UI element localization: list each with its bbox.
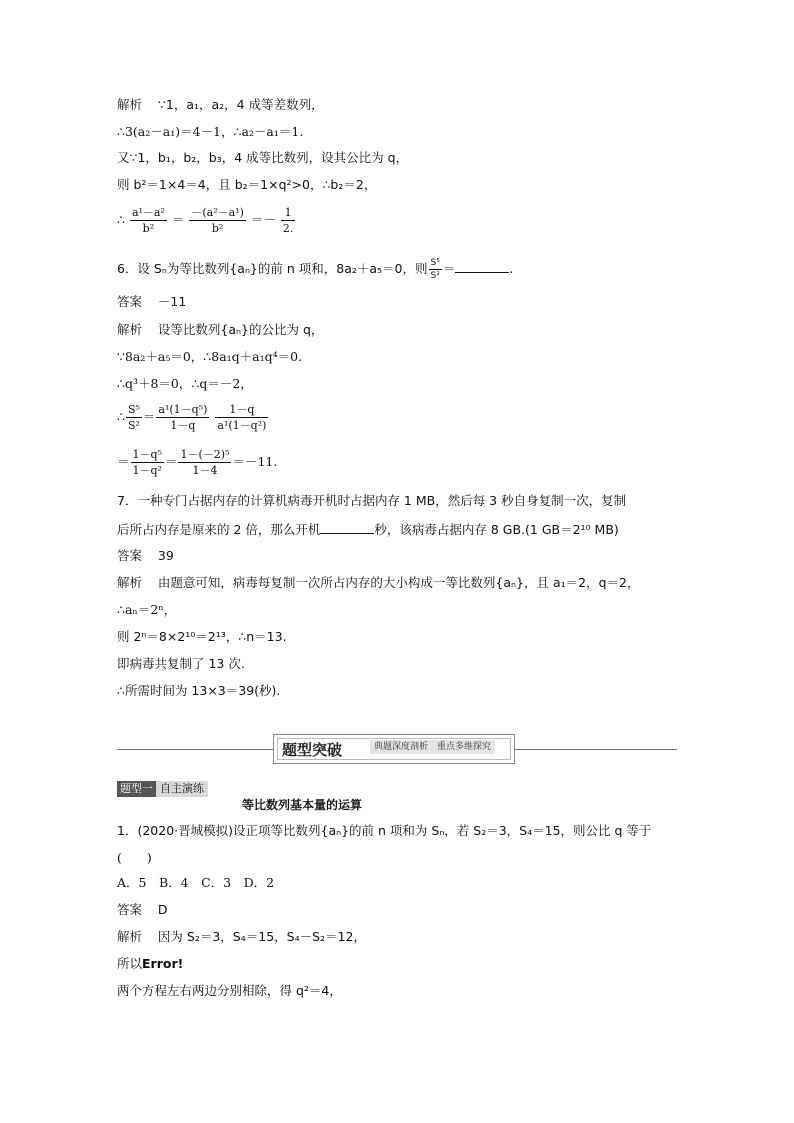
fraction: $\frac{\text{S⁵}}{\text{S²}}$	[127, 403, 140, 432]
q7-stem-line-2: 后所占内存是原来的 2 倍，那么开机 秒，该病毒占据内存 8 GB.(1 GB＝2¹⁰ MB)	[117, 522, 619, 537]
q5-solution-line-4: 则 b²＝1×4＝4，且 b₂＝1×q²>0，∴b₂＝2，	[117, 177, 377, 192]
topic-tag	[117, 781, 208, 797]
fraction: $\frac{\text{－(a²－a¹)}}{\text{b²}}$	[191, 206, 244, 235]
q5-solution-line-3: 又∵1，b₁，b₂，b₃，4 成等比数列，设其公比为 q，	[117, 150, 409, 165]
q6-solution-line-4: ∴ $\frac{\text{S⁵}}{\text{S²}}$ ＝ $\frac{\text{a¹(1－q⁵)}}{1-q}$ $\frac{1-q}{\text{a¹(1－q²)}}$	[117, 403, 267, 432]
q7-answer: 答案 39	[117, 548, 174, 563]
topic-title: 等比数列基本量的运算	[242, 798, 363, 812]
q5-solution-line-1: 解析 ∵1，a₁，a₂，4 成等差数列，	[117, 97, 324, 112]
topic-tag-number: 题型一	[117, 781, 156, 797]
answer-label: 答案	[117, 294, 143, 309]
q6-solution-line-5: ＝ $\frac{\text{1－q⁵}}{\text{1－q²}}$ ＝ $\frac{\text{1－(－2)⁵}}{1-4}$ ＝－11.	[117, 448, 278, 477]
q7-solution-line-1: 解析 由题意可知，病毒每复制一次所占内存的大小构成一等比数列{aₙ}，且 a₁＝2，q＝2，	[117, 575, 640, 590]
q7-solution-line-4: 即病毒共复制了 13 次.	[117, 656, 245, 671]
q5-solution-line-2: ∴3(a₂－a₁)＝4－1，∴a₂－a₁＝1.	[117, 124, 304, 139]
p1-answer: 答案 D	[117, 902, 168, 917]
q5-solution-line-5: ∴ $\frac{\text{a¹－a²}}{\text{b²}}$ ＝ $\frac{\text{－(a²－a¹)}}{\text{b²}}$ ＝－ $\frac{1}{2.}$	[117, 206, 294, 235]
q6-solution-line-2: ∵8a₂＋a₅＝0，∴8a₁q＋a₁q⁴＝0.	[117, 349, 303, 364]
p1-stem-line-2: ( )	[117, 850, 152, 865]
p1-options: A．5 B．4 C．3 D．2	[117, 875, 275, 890]
error-text: Error!	[142, 956, 184, 971]
divider-right	[515, 749, 677, 750]
divider-left	[117, 749, 273, 750]
section-title: 题型突破	[282, 741, 343, 759]
q6-answer: 答案 －11	[117, 294, 187, 309]
analysis-label: 解析	[117, 97, 143, 112]
topic-tag-mode: 自主演练	[156, 781, 208, 797]
q6-solution-line-3: ∴q³＋8＝0，∴q＝－2，	[117, 376, 253, 391]
q7-stem-line-1: 7．一种专门占据内存的计算机病毒开机时占据内存 1 MB，然后每 3 秒自身复制一次，复制	[117, 493, 627, 508]
answer-blank	[455, 261, 509, 273]
p1-stem-line-1: 1．(2020·晋城模拟)设正项等比数列{aₙ}的前 n 项和为 Sₙ，若 S₂＝3，S₄＝15，则公比 q 等于	[117, 823, 652, 838]
p1-solution-line-1: 解析 因为 S₂＝3，S₄＝15，S₄－S₂＝12，	[117, 929, 366, 944]
q6-solution-line-1: 解析 设等比数列{aₙ}的公比为 q，	[117, 322, 324, 337]
section-subtitle: 典题深度剖析 重点多维探究	[370, 740, 495, 754]
analysis-label: 解析	[117, 322, 143, 337]
fraction: $\frac{\text{a¹(1－q⁵)}}{1-q}$	[158, 403, 208, 432]
q6-stem: 6．设 Sₙ为等比数列{aₙ}的前 n 项和，8a₂＋a₅＝0，则 $\frac{\text{S⁵}}{\text{S²}}$ ＝ .	[117, 258, 514, 281]
fraction: $\frac{\text{a¹－a²}}{\text{b²}}$	[131, 206, 165, 235]
analysis-label: 解析	[117, 575, 143, 590]
fraction: $\frac{\text{S⁵}}{\text{S²}}$	[430, 258, 440, 281]
fraction: $\frac{\text{1－(－2)⁵}}{1-4}$	[180, 448, 230, 477]
fraction: $\frac{1-q}{\text{a¹(1－q²)}}$	[217, 403, 267, 432]
analysis-label: 解析	[117, 929, 143, 944]
answer-label: 答案	[117, 548, 143, 563]
p1-solution-line-2: 所以Error!	[117, 956, 184, 971]
q7-solution-line-5: ∴所需时间为 13×3＝39(秒).	[117, 683, 281, 698]
answer-label: 答案	[117, 902, 143, 917]
q7-solution-line-3: 则 2ⁿ＝8×2¹⁰＝2¹³，∴n＝13.	[117, 629, 287, 644]
section-banner	[273, 734, 515, 764]
fraction: $\frac{1}{2.}$	[282, 206, 294, 235]
answer-blank	[320, 522, 374, 534]
q7-solution-line-2: ∴aₙ＝2ⁿ，	[117, 602, 177, 617]
p1-solution-line-3: 两个方程左右两边分别相除，得 q²＝4，	[117, 983, 342, 998]
fraction: $\frac{\text{1－q⁵}}{\text{1－q²}}$	[132, 448, 162, 477]
